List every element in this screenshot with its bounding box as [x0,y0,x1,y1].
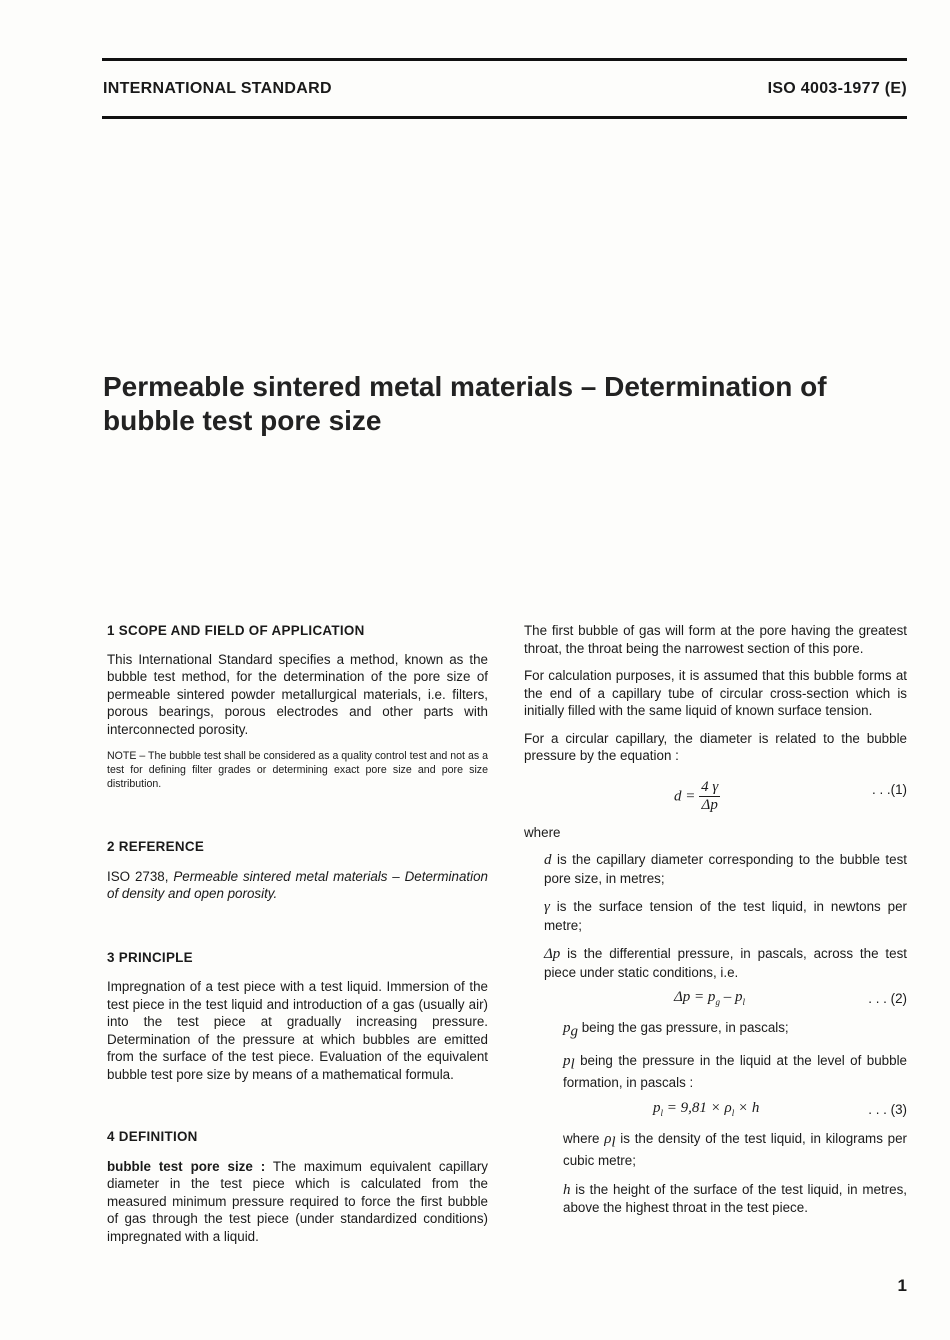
reference-title: Permeable sintered metal materials – Determination of density and open porosity. [107,868,488,901]
definition-h-text: is the height of the surface of the test liquid, in metres, above the highest throat in the test piece. [563,1181,907,1216]
right-column [524,622,907,1217]
symbol-delta-p: Δp [544,946,561,962]
symbol-sub-l: l [570,1056,575,1073]
symbol-gamma: γ [544,899,550,915]
section-1-note: NOTE – The bubble test shall be considered as a quality control test and not as a test for defining filter grades or determining exact pore size and pore size distribution. [107,750,488,790]
definition-pl-text: being the pressure in the liquid at the level of bubble formation, in pascals : [563,1053,907,1091]
equation-2-number: . . . (2) [868,991,907,1006]
page-number: 1 [897,1276,907,1295]
equation-2-sub-l: l [742,997,745,1007]
symbol-definitions [544,851,907,1217]
header-rule-bottom [102,116,907,119]
definition-pg-text: being the gas pressure, in pascals; [578,1020,789,1035]
definition-d [544,851,907,887]
definition-gamma-text: is the surface tension of the test liquid, in newtons per metre; [544,899,907,933]
section-2-body [107,868,488,903]
top-rule-thick [102,58,907,61]
paragraph-circular-capillary: For a circular capillary, the diameter is related to the bubble pressure by the equation : [524,730,907,763]
section-4-heading: 4 DEFINITION [107,1129,198,1144]
equation-1-denominator: Δp [701,797,718,813]
section-2-heading: 2 REFERENCE [107,839,205,854]
equation-1-fraction [699,779,720,815]
equation-2-part-b: – p [719,989,743,1005]
where-label: where [524,824,561,840]
definition-delta-p [544,945,907,981]
definition-rho [563,1130,907,1170]
header-standard-label: INTERNATIONAL STANDARD [103,80,332,97]
definition-h [563,1181,907,1217]
definition-pg [563,1019,907,1041]
definition-rho-prefix: where [563,1130,605,1146]
equation-2-part-a: Δp = p [674,989,716,1005]
defined-term: bubble test pore size : [107,1158,266,1174]
equation-1-number: . . .(1) [872,781,907,797]
definition-delta-p-text: is the differential pressure, in pascals, across the test piece under static conditions, i.e. [544,946,907,980]
definition-text: The maximum equivalent capillary diameter in the test piece which is calculated from the measured minimum pressure required to force the first bubble of gas through the test piece (under standardized conditions) impregnated with a liquid. [107,1158,488,1244]
equation-3-expression [653,1100,759,1123]
header-document-number: ISO 4003-1977 (E) [767,80,907,97]
section-3-heading: 3 PRINCIPLE [107,949,193,965]
equation-1-lhs: d = [674,788,696,805]
equation-3-sub-1: l [660,1107,664,1118]
definition-gamma [544,898,907,934]
equation-3-number: . . . (3) [868,1101,907,1117]
equation-3-sub-2: l [731,1107,735,1118]
symbol-sub-g: g [570,1023,578,1040]
definition-pl [563,1052,907,1092]
reference-number: ISO 2738, [107,868,174,884]
paragraph-calculation: For calculation purposes, it is assumed that this bubble forms at the end of a capillary tube of circular cross-section which is initially filled with the same liquid of known surface tension. [524,668,907,718]
equation-3 [563,1098,907,1124]
symbol-rho-sub: l [611,1134,616,1151]
symbol-d: d [544,852,552,868]
equation-2 [544,987,907,1013]
symbol-rho: ρ [604,1130,612,1147]
paragraph-first-bubble: The first bubble of gas will form at the pore having the greatest throat, the throat being the narrowest section of this pore. [524,623,907,656]
equation-2-expression [674,989,745,1012]
pressure-definitions [563,1019,907,1217]
definition-d-text: is the capillary diameter corresponding to the bubble test pore size, in metres; [544,852,907,886]
section-3-body: Impregnation of a test piece with a test liquid. Immersion of the test piece in the test liquid and introduction of a gas (usually air) into the test piece at gradually increasing pressure. Determination of the pressure at which bubbles are emitted from the surface of the test piece. Evaluation of the equivalent bubble test pore size by means of a mathematical formula. [107,979,488,1082]
symbol-p-l: p [563,1053,571,1070]
equation-1-numerator: 4 γ [699,779,720,798]
section-4-body [107,1158,488,1246]
equation-1 [524,773,907,821]
symbol-p: p [563,1020,571,1036]
document-title: Permeable sintered metal materials – Determination of bubble test pore size [103,371,827,436]
section-1-heading: 1 SCOPE AND FIELD OF APPLICATION [107,623,365,638]
symbol-h: h [563,1181,571,1198]
equation-3-part-b: = 9,81 × ρ [663,1099,732,1116]
equation-3-part-c: × h [734,1099,760,1116]
definition-rho-text: is the density of the test liquid, in kilograms per cubic metre; [563,1130,907,1169]
equation-3-part-a: p [653,1099,661,1116]
equation-2-sub-g: g [715,997,720,1007]
section-1-body: This International Standard specifies a method, known as the bubble test method, for the determination of the pore size of permeable sintered powder metallurgical materials, i.e. filters, porous bearings, porous electrodes and other parts with interconnected porosity. [107,651,488,737]
left-column [107,622,488,1245]
